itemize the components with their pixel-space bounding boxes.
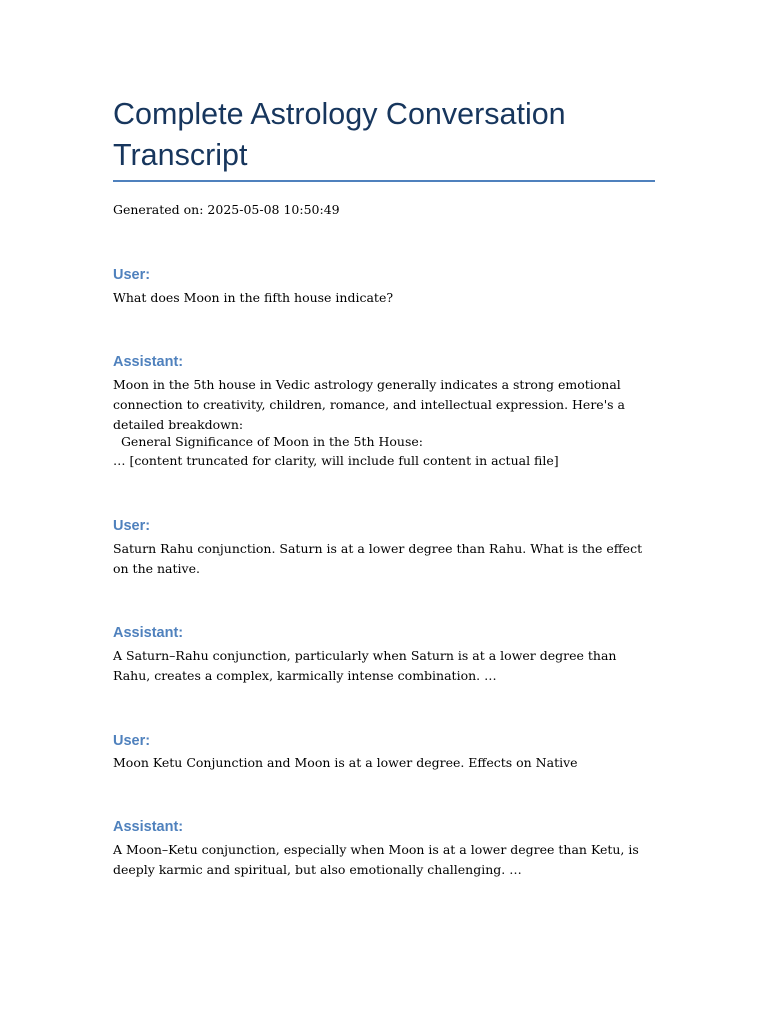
message-text: A Moon–Ketu conjunction, especially when Moon is at a lower degree than Ketu, is deeply karmic and spiritual, but also emotionally challenging. … [113,842,639,877]
message-truncation-note: … [content truncated for clarity, will include full content in actual file] [113,453,559,468]
message-speaker-assistant: Assistant: [113,354,184,370]
message-speaker-user: User: [113,518,151,534]
message-speaker-assistant: Assistant: [113,819,184,835]
message-speaker-assistant: Assistant: [113,625,184,641]
message-text: Saturn Rahu conjunction. Saturn is at a lower degree than Rahu. What is the effect on the native. [113,541,643,576]
message-text: Moon Ketu Conjunction and Moon is at a lower degree. Effects on Native [113,755,578,770]
message-speaker-user: User: [113,267,151,283]
generated-timestamp: Generated on: 2025-05-08 10:50:49 [113,202,340,217]
message-text: What does Moon in the fifth house indicate? [113,290,394,305]
message-text: Moon in the 5th house in Vedic astrology generally indicates a strong emotional connection to creativity, children, romance, and intellectual expression. Here's a detailed breakdown: [113,377,625,432]
title-divider [113,180,655,182]
document-title: Complete Astrology Conversation Transcript [113,97,566,172]
message-speaker-user: User: [113,733,151,749]
message-subheading: General Significance of Moon in the 5th House: [113,434,423,449]
message-text: A Saturn–Rahu conjunction, particularly when Saturn is at a lower degree than Rahu, creates a complex, karmically intense combination. … [113,648,617,683]
